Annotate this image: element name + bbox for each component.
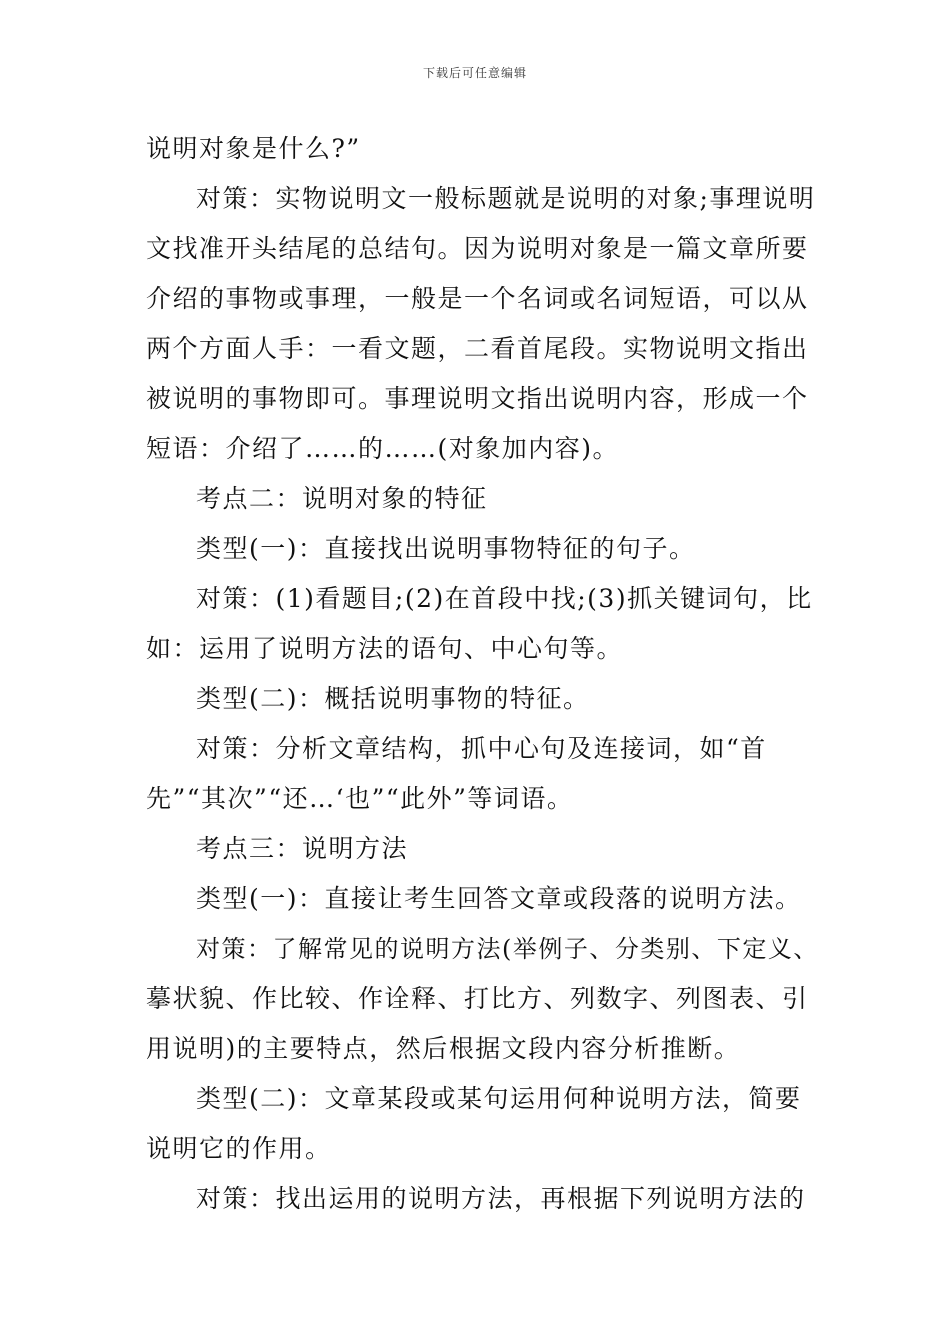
text-line: 说明对象是什么?”	[146, 134, 361, 163]
text-line: 介绍的事物或事理，一般是一个名词或名词短语，可以从	[146, 284, 809, 313]
text-line: 对策：了解常见的说明方法(举例子、分类别、下定义、	[196, 935, 819, 963]
text-line: 对策：实物说明文一般标题就是说明的对象;事理说明	[196, 184, 816, 213]
text-line: 摹状貌、作比较、作诠释、打比方、列数字、列图表、引	[146, 984, 809, 1013]
document-body	[146, 124, 822, 1224]
text-line: 两个方面人手：一看文题，二看首尾段。实物说明文指出	[146, 334, 809, 363]
text-line: 先”“其次”“还…‘也”“此外”等词语。	[146, 784, 574, 813]
text-line: 对策：(1)看题目;(2)在首段中找;(3)抓关键词句，比	[196, 584, 813, 613]
text-line: 文找准开头结尾的总结句。因为说明对象是一篇文章所要	[146, 234, 809, 263]
text-line: 考点二：说明对象的特征	[196, 484, 488, 513]
text-line: 考点三：说明方法	[196, 834, 409, 863]
text-line: 短语：介绍了……的……(对象加内容)。	[146, 434, 620, 463]
text-line: 类型(一)：直接找出说明事物特征的句子。	[196, 534, 696, 563]
text-line: 用说明)的主要特点，然后根据文段内容分析推断。	[146, 1034, 741, 1063]
text-line: 说明它的作用。	[146, 1134, 332, 1163]
text-line: 如：运用了说明方法的语句、中心句等。	[146, 634, 624, 663]
page-header: 下载后可任意编辑	[422, 66, 527, 80]
text-line: 被说明的事物即可。事理说明文指出说明内容，形成一个	[146, 384, 809, 413]
text-line: 对策：找出运用的说明方法，再根据下列说明方法的	[196, 1184, 806, 1213]
text-line: 类型(二)：概括说明事物的特征。	[196, 684, 590, 713]
text-line: 类型(一)：直接让考生回答文章或段落的说明方法。	[196, 884, 802, 913]
text-line: 对策：分析文章结构，抓中心句及连接词，如“首	[196, 734, 767, 763]
text-line: 类型(二)：文章某段或某句运用何种说明方法，简要	[196, 1084, 802, 1113]
